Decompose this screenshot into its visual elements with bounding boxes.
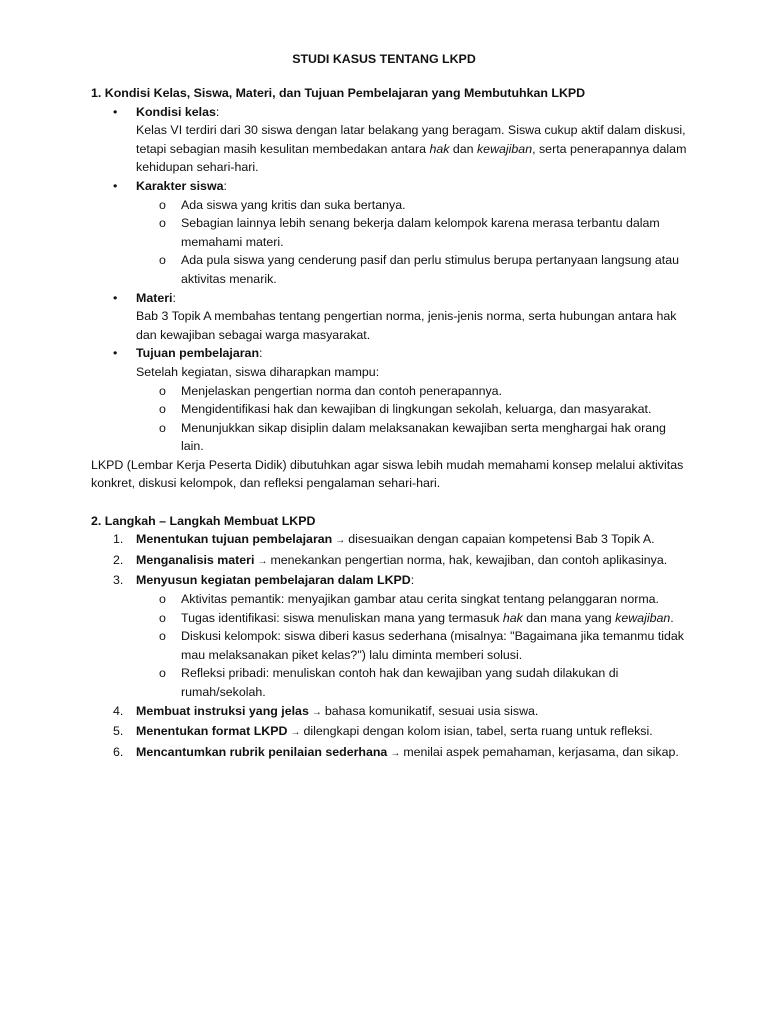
step-2 — [91, 551, 691, 572]
sub-list-item — [91, 664, 691, 701]
bullet-label: Karakter siswa — [136, 178, 224, 193]
sub-list-item — [91, 627, 691, 664]
step-number: 2. — [113, 552, 124, 567]
sub-item-text: Mengidentifikasi hak dan kewajiban di lingkungan sekolah, keluarga, dan masyarakat. — [181, 402, 652, 417]
circle-bullet-icon: o — [159, 666, 166, 681]
circle-bullet-icon: o — [159, 197, 166, 212]
text-part: , serta penerapannya dalam kehidupan sehari-hari. — [136, 141, 687, 175]
text-part: dan mana yang — [522, 610, 616, 625]
step-title: Menganalisis materi — [136, 552, 255, 567]
circle-bullet-icon: o — [159, 383, 166, 398]
bullet-icon: • — [113, 290, 118, 305]
kondisi-kelas-text — [91, 121, 691, 177]
italic-term: hak — [429, 141, 450, 156]
step-text: menilai aspek pemahaman, kerjasama, dan sikap. — [403, 744, 679, 759]
sub-item-text: Menjelaskan pengertian norma dan contoh penerapannya. — [181, 383, 503, 398]
sub-item-text: Refleksi pribadi: menuliskan contoh hak dan kewajiban yang sudah dilakukan di rumah/sekolah. — [181, 666, 619, 699]
circle-bullet-icon: o — [159, 216, 166, 231]
sub-item-text: Aktivitas pemantik: menyajikan gambar atau cerita singkat tentang pelanggaran norma. — [181, 592, 659, 607]
sub-list-item — [91, 419, 691, 456]
circle-bullet-icon: o — [159, 253, 166, 268]
sub-item-text: Diskusi kelompok: siswa diberi kasus sederhana (misalnya: "Bagaimana jika temanmu tidak mau melaksanakan piket kelas?") lalu diminta memberi solusi. — [181, 629, 685, 662]
bullet-label: Materi — [136, 290, 173, 305]
step-number: 6. — [113, 744, 124, 759]
step-number: 5. — [113, 724, 124, 739]
section-1-closing: LKPD (Lembar Kerja Peserta Didik) dibutuhkan agar siswa lebih mudah memahami konsep melalui aktivitas konkret, diskusi kelompok, dan refleksi pengalaman sehari-hari. — [91, 457, 684, 491]
step-number: 1. — [113, 532, 124, 547]
sub-item-text: Ada siswa yang kritis dan suka bertanya. — [181, 197, 406, 212]
sub-item-text: Sebagian lainnya lebih senang bekerja dalam kelompok karena merasa terbantu dalam memahami materi. — [181, 216, 660, 249]
section-2-heading: 2. Langkah – Langkah Membuat LKPD — [91, 513, 316, 528]
step-4 — [91, 702, 691, 723]
sub-item-text: Ada pula siswa yang cenderung pasif dan perlu stimulus berupa pertanyaan langsung atau aktivitas menarik. — [181, 253, 680, 286]
sub-list-item — [91, 251, 691, 288]
bullet-materi: • Materi: — [91, 289, 691, 308]
step-text: bahasa komunikatif, sesuai usia siswa. — [324, 703, 539, 718]
materi-text: Bab 3 Topik A membahas tentang pengertian norma, jenis-jenis norma, serta hubungan antara hak dan kewajiban sebagai warga masyarakat. — [136, 309, 677, 342]
sub-list-item — [91, 196, 691, 215]
bullet-kondisi-kelas: • Kondisi kelas: — [91, 103, 691, 122]
document-title: STUDI KASUS TENTANG LKPD — [292, 52, 476, 66]
step-3: 3. Menyusun kegiatan pembelajaran dalam LKPD: — [91, 571, 691, 590]
bullet-tujuan-pembelajaran: • Tujuan pembelajaran: — [91, 344, 691, 363]
step-1 — [91, 530, 691, 551]
tujuan-text: Setelah kegiatan, siswa diharapkan mampu: — [136, 364, 380, 379]
step-6 — [91, 743, 691, 764]
bullet-icon: • — [113, 178, 118, 193]
text-part: Tugas identifikasi: siswa menuliskan mana yang termasuk — [181, 610, 503, 625]
step-title: Menentukan tujuan pembelajaran — [136, 532, 333, 547]
bullet-icon: • — [113, 346, 118, 361]
sub-list-item — [91, 214, 691, 251]
step-text: menekankan pengertian norma, hak, kewajiban, dan contoh aplikasinya. — [270, 552, 668, 567]
arrow-right-icon: → — [311, 706, 322, 718]
step-number: 4. — [113, 703, 124, 718]
step-text: dilengkapi dengan kolom isian, tabel, serta ruang untuk refleksi. — [303, 724, 653, 739]
circle-bullet-icon: o — [159, 402, 166, 417]
sub-list-item: o Tugas identifikasi: siswa menuliskan mana yang termasuk hak dan mana yang kewajiban. — [91, 609, 691, 628]
step-title: Menyusun kegiatan pembelajaran dalam LKPD — [136, 573, 411, 588]
step-title: Menentukan format LKPD — [136, 724, 288, 739]
arrow-right-icon: → — [335, 535, 346, 547]
section-1-heading: 1. Kondisi Kelas, Siswa, Materi, dan Tujuan Pembelajaran yang Membutuhkan LKPD — [91, 86, 586, 100]
circle-bullet-icon: o — [159, 629, 166, 644]
bullet-karakter-siswa: • Karakter siswa: — [91, 177, 691, 196]
circle-bullet-icon: o — [159, 592, 166, 607]
step-number: 3. — [113, 573, 124, 588]
step-title: Membuat instruksi yang jelas — [136, 703, 309, 718]
sub-list-item — [91, 382, 691, 401]
step-5 — [91, 722, 691, 743]
italic-term: kewajiban — [615, 610, 671, 625]
circle-bullet-icon: o — [159, 420, 166, 435]
sub-item-text: Menunjukkan sikap disiplin dalam melaksanakan kewajiban serta menghargai hak orang lain. — [181, 420, 666, 454]
arrow-right-icon: → — [290, 727, 301, 739]
document-content — [91, 84, 691, 763]
bullet-label: Kondisi kelas — [136, 104, 216, 119]
text-part: Kelas VI terdiri dari 30 siswa dengan latar belakang yang beragam. Siswa cukup aktif dalam diskusi, tetapi sebagian masih kesulitan membedakan antara — [136, 123, 686, 156]
sub-list-item — [91, 400, 691, 419]
italic-term: kewajiban — [476, 141, 533, 156]
arrow-right-icon: → — [390, 747, 401, 759]
bullet-label: Tujuan pembelajaran — [136, 346, 260, 361]
step-text: disesuaikan dengan capaian kompetensi Bab 3 Topik A. — [348, 532, 655, 547]
bullet-icon: • — [113, 104, 118, 119]
arrow-right-icon: → — [257, 555, 268, 567]
italic-term: hak — [502, 610, 523, 625]
circle-bullet-icon: o — [159, 610, 166, 625]
sub-list-item — [91, 590, 691, 609]
step-title: Mencantumkan rubrik penilaian sederhana — [136, 744, 388, 759]
text-part: dan — [449, 141, 477, 156]
